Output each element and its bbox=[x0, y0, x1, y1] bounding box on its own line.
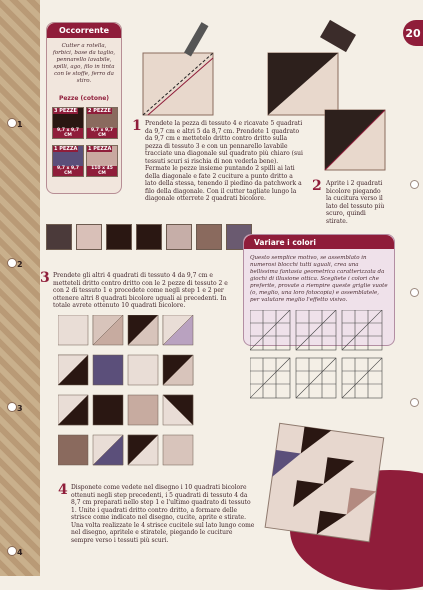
step-text: Disponete come vedete nel disegno i 10 quadrati bicolore ottenuti negli step precedenti, i 5 quadrati di tessuto 4 da 8,7 cm preparati nello step 1 e l'ultimo quadrato di tessuto 1. Unite i quadrati dritto contro dritto, a formare delle strisce come indicato nel disegno, cucite, aprite e stirate. Una volta realizzate le 4 strisce cucitele sul lato lungo come nel disegno, apritele e stiratele, piegando le cuciture sempre verso i tessuti più scuri. bbox=[71, 484, 255, 544]
supplies-box bbox=[46, 22, 122, 194]
color-variation-text: Questo semplice motivo, se assemblato in numerosi blocchi tutti uguali, crea una bellissima fantasia geometrica caratterizzata da giochi di illusione ottica. Scegliete i colori che preferite, provate a riempire queste griglie vuote (o, meglio, una loro fotocopia) e assemblatele, per valutare meglio l'effetto visivo. bbox=[250, 255, 388, 303]
step-number: 1 bbox=[132, 118, 142, 134]
binder-hole bbox=[7, 402, 17, 412]
fabric-square bbox=[136, 224, 162, 250]
fabric-swatch: 1 PEZZA 110 x 45 CM bbox=[86, 145, 118, 177]
margin-number: 3 bbox=[17, 404, 23, 413]
binder-hole bbox=[410, 180, 419, 189]
fabric-swatch: 3 PEZZE 9,7 x 9,7 CM bbox=[52, 107, 84, 139]
step-text: Aprite i 2 quadrati bicolore piegando la cucitura verso il lato del tessuto più scuro, quindi stirate. bbox=[326, 180, 385, 225]
margin-number: 2 bbox=[17, 260, 23, 269]
supplies-text: Cutter a rotella, forbici, base da taglio, pennarello lavabile, spilli, ago, filo in tinta con le stoffe, ferro da stiro. bbox=[52, 43, 116, 84]
fabric-square bbox=[76, 224, 102, 250]
binder-hole bbox=[7, 258, 17, 268]
margin-number: 1 bbox=[17, 120, 23, 129]
step-text: Prendete gli altri 4 quadrati di tessuto 4 da 9,7 cm e metteteli dritto contro dritto con le 2 pezze di tessuto 2 e con 2 di tessuto 1 e procedete come negli step 1 e 2 per ottenere altri 8 quadrati bicolore uguali ai precedenti. In totale avrete ottenuto 10 quadrati bicolore. bbox=[53, 272, 228, 309]
step-text: Prendete la pezza di tessuto 4 e ricavate 5 quadrati da 9,7 cm e altri 5 da 8,7 cm. Prendete 1 quadrato da 9,7 cm e mettetelo dritto contro dritto sulla pezza di tessuto 3 e con un pennarello lavabile tracciate una diagonale sul quadrato più chiaro (sui tessuti scuri si rischia di non vederla bene). Fermate le pezze insieme puntando 2 spilli ai lati della diagonale e fate 2 cuciture a punto dritto a lato della stessa, tenendo il piedino da patchwork a filo della diagonale. Con il cutter tagliate lungo la diagonale otterrete 2 quadrati bicolore. bbox=[145, 120, 303, 202]
binder-hole bbox=[7, 546, 17, 556]
step-number: 4 bbox=[58, 482, 68, 498]
block-layout-diagram bbox=[58, 315, 233, 470]
fabric-swatch: 1 PEZZA 9,7 x 9,7 CM bbox=[52, 145, 84, 177]
step-number: 3 bbox=[40, 270, 50, 286]
page-number: 20 bbox=[403, 20, 423, 46]
empty-coloring-grids bbox=[250, 310, 400, 400]
binder-hole bbox=[410, 288, 419, 297]
finished-block-photo bbox=[262, 420, 387, 545]
supplies-title: Occorrente bbox=[47, 23, 121, 38]
fabric-square bbox=[196, 224, 222, 250]
binder-hole bbox=[7, 118, 17, 128]
step-number: 2 bbox=[312, 178, 322, 194]
binder-hole bbox=[410, 398, 419, 407]
step2-illustration bbox=[315, 100, 395, 180]
fabric-swatch: 2 PEZZE 9,7 x 9,7 CM bbox=[86, 107, 118, 139]
fabric-square bbox=[106, 224, 132, 250]
margin-number: 4 bbox=[17, 548, 23, 557]
fabric-square bbox=[166, 224, 192, 250]
color-variation-title: Variare i colori bbox=[244, 235, 394, 249]
left-fabric-margin bbox=[0, 0, 40, 576]
fabric-square bbox=[46, 224, 72, 250]
fabrics-title: Pezze (cotone) bbox=[58, 95, 110, 102]
